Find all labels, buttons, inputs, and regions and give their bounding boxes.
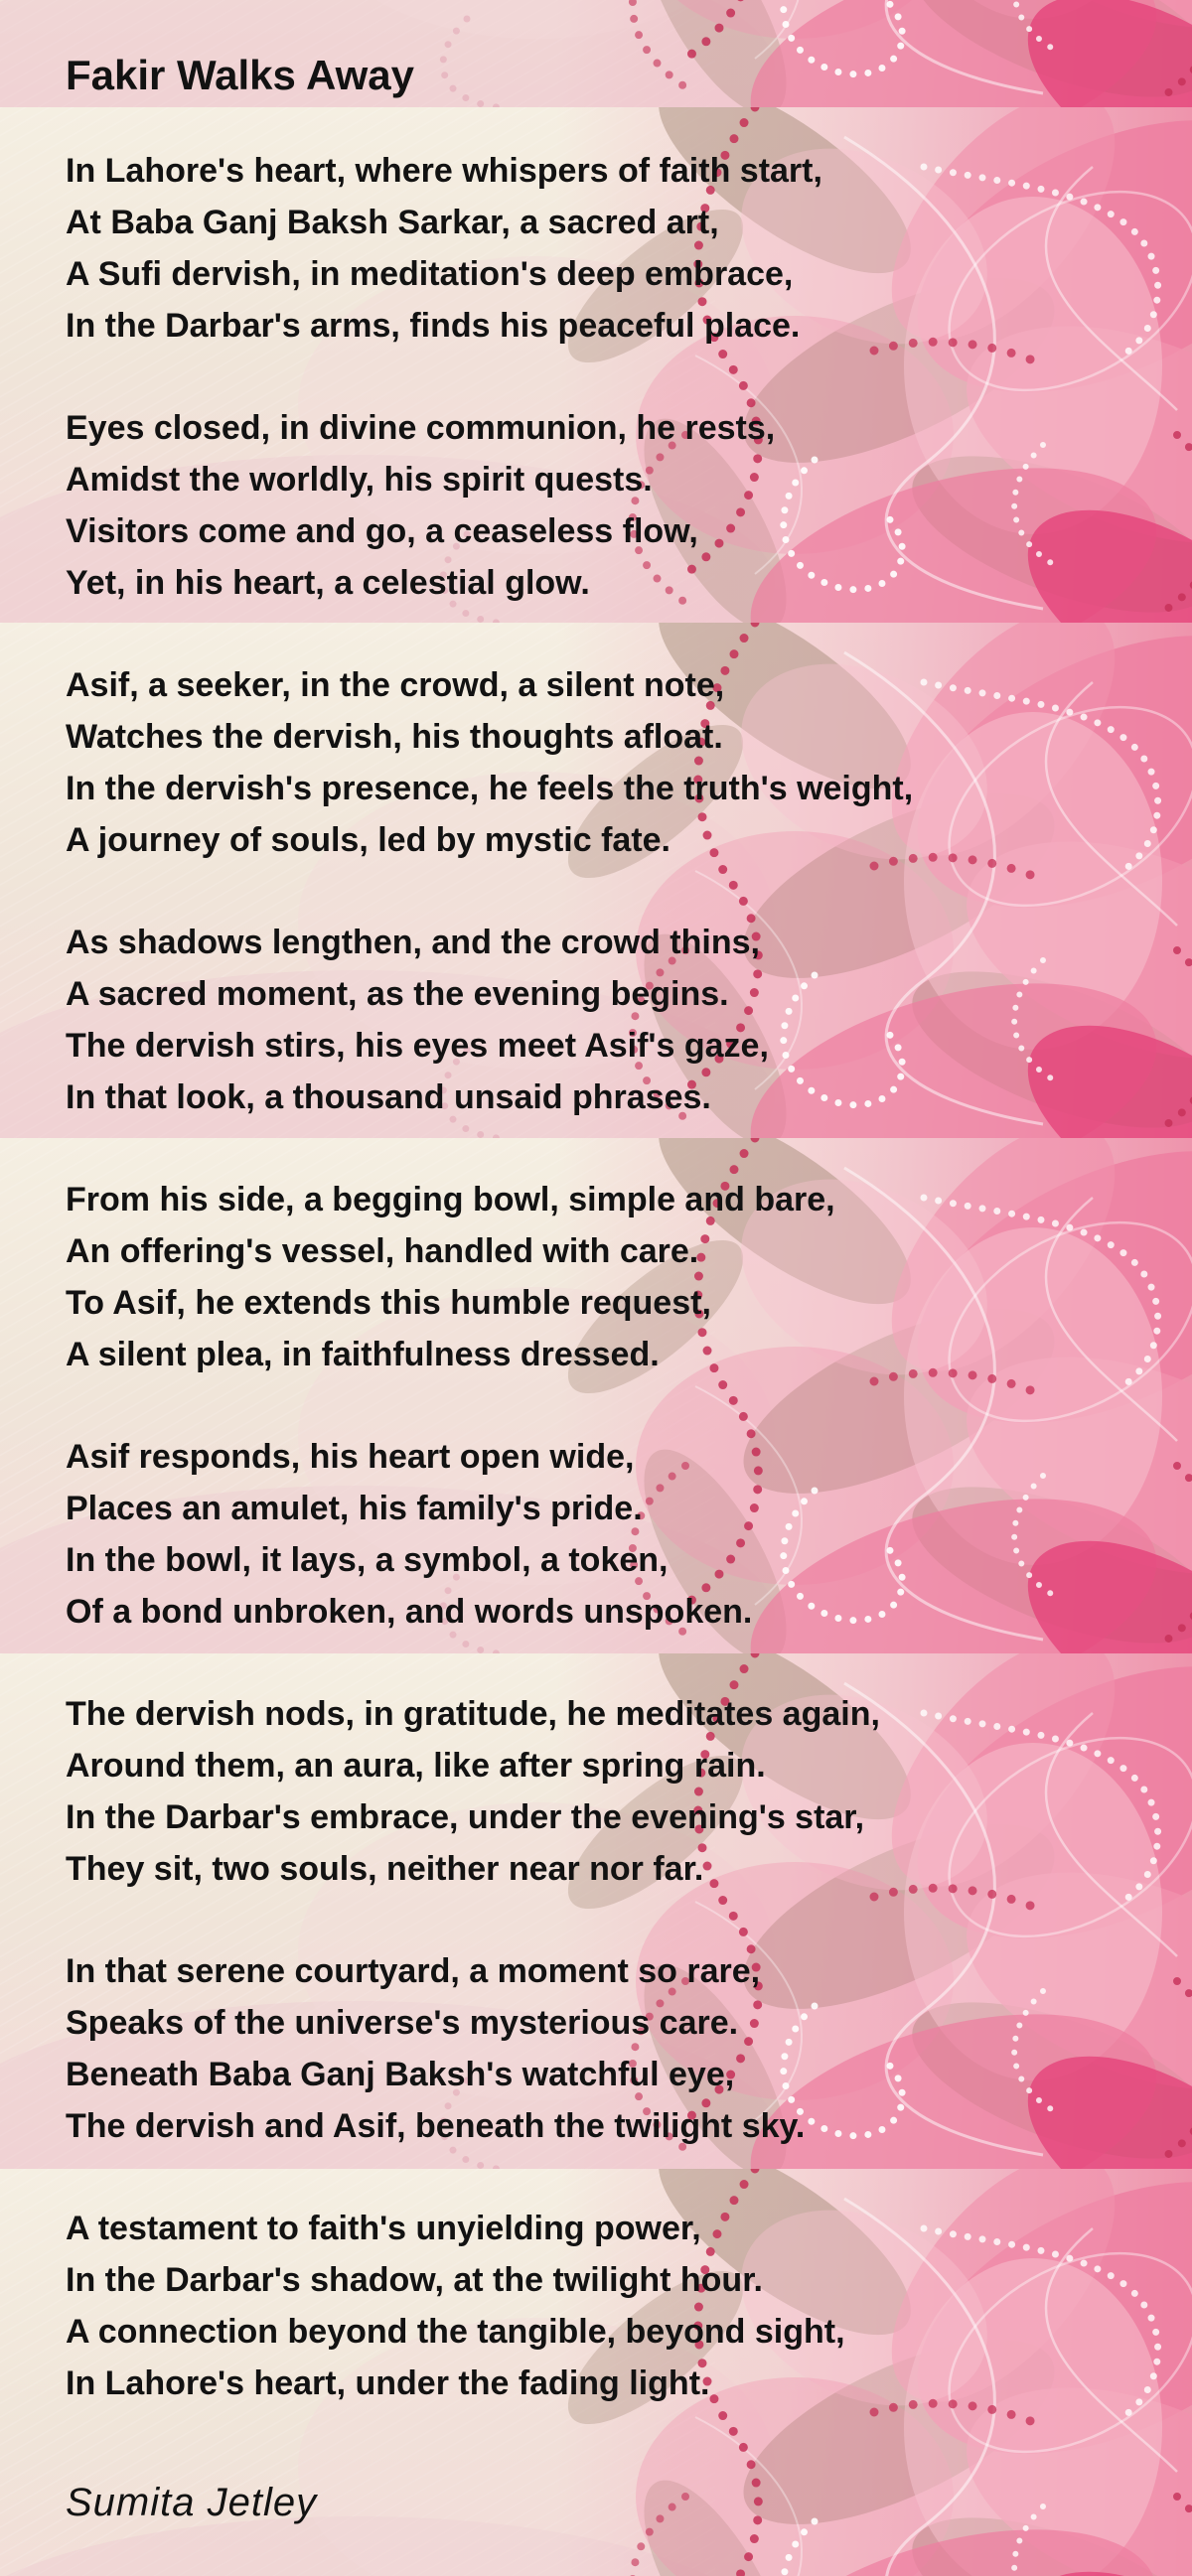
poem-line: A sacred moment, as the evening begins. [66, 975, 729, 1013]
poem-line: They sit, two souls, neither near nor far. [66, 1850, 704, 1888]
poem-line: A testament to faith's unyielding power, [66, 2210, 701, 2247]
poem-line: Asif, a seeker, in the crowd, a silent note, [66, 666, 725, 704]
poem-line: In Lahore's heart, where whispers of faith start, [66, 152, 822, 190]
poem-line: Of a bond unbroken, and words unspoken. [66, 1593, 753, 1631]
stanza-1 [66, 145, 960, 352]
poem-line: A silent plea, in faithfulness dressed. [66, 1336, 660, 1373]
poem-line: Places an amulet, his family's pride. [66, 1490, 643, 1527]
poem-line: Yet, in his heart, a celestial glow. [66, 564, 590, 602]
stanza-4 [66, 917, 960, 1123]
poem-line: The dervish and Asif, beneath the twilight sky. [66, 2107, 806, 2145]
poem-content [66, 0, 960, 2528]
poem-line: To Asif, he extends this humble request, [66, 1284, 711, 1322]
poem-line: In the bowl, it lays, a symbol, a token, [66, 1541, 669, 1579]
poem-line: Around them, an aura, like after spring rain. [66, 1747, 766, 1785]
stanza-9 [66, 2203, 960, 2409]
poem-line: The dervish nods, in gratitude, he meditates again, [66, 1695, 880, 1733]
poem-line: In the Darbar's shadow, at the twilight hour. [66, 2261, 763, 2299]
stanza-8 [66, 1945, 960, 2152]
poem-body [66, 145, 960, 2409]
stanza-6 [66, 1431, 960, 1638]
poem-line: In the dervish's presence, he feels the truth's weight, [66, 770, 914, 807]
poem-line: Beneath Baba Ganj Baksh's watchful eye, [66, 2056, 735, 2093]
stanza-7 [66, 1688, 960, 1895]
poem-line: In the Darbar's arms, finds his peaceful place. [66, 307, 801, 345]
poem-line: In that look, a thousand unsaid phrases. [66, 1078, 711, 1116]
poem-line: At Baba Ganj Baksh Sarkar, a sacred art, [66, 204, 719, 241]
poem-line: Amidst the worldly, his spirit quests. [66, 461, 653, 499]
poem-line: The dervish stirs, his eyes meet Asif's gaze, [66, 1027, 769, 1065]
poem-line: A connection beyond the tangible, beyond sight, [66, 2313, 845, 2351]
poem-line: From his side, a begging bowl, simple and bare, [66, 1181, 835, 1218]
poem-line: In that serene courtyard, a moment so rare, [66, 1952, 761, 1990]
stanza-3 [66, 659, 960, 866]
poem-line: A Sufi dervish, in meditation's deep embrace, [66, 255, 794, 293]
poem-title: Fakir Walks Away [66, 52, 414, 98]
poem-line: An offering's vessel, handled with care. [66, 1232, 699, 1270]
poem-line: A journey of souls, led by mystic fate. [66, 821, 670, 859]
stanza-2 [66, 402, 960, 609]
poem-line: Visitors come and go, a ceaseless flow, [66, 512, 698, 550]
stanza-5 [66, 1174, 960, 1380]
author-signature: Sumita Jetley [66, 2481, 318, 2524]
poem-line: As shadows lengthen, and the crowd thins, [66, 924, 760, 961]
poem-line: In Lahore's heart, under the fading light. [66, 2364, 710, 2402]
poem-line: Speaks of the universe's mysterious care. [66, 2004, 739, 2042]
poem-line: Asif responds, his heart open wide, [66, 1438, 635, 1476]
poem-line: Eyes closed, in divine communion, he rests, [66, 409, 776, 447]
poem-line: Watches the dervish, his thoughts afloat. [66, 718, 723, 756]
poem-line: In the Darbar's embrace, under the evening's star, [66, 1798, 865, 1836]
